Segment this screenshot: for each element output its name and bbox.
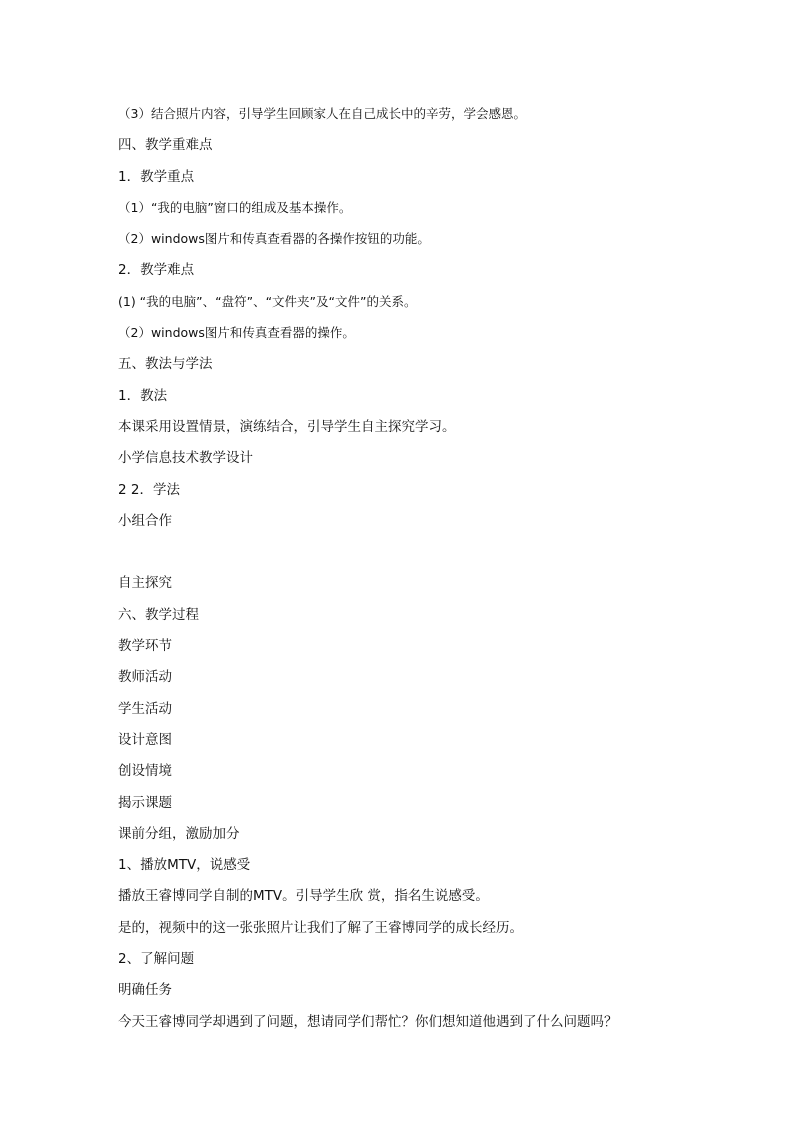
key-point-1-line: （1）“我的电脑”窗口的组成及基本操作。 <box>118 199 352 215</box>
column-student-activity: 学生活动 <box>118 700 172 717</box>
objective-3-line: （3）结合照片内容，引导学生回顾家人在自己成长中的辛劳，学会感恩。 <box>118 106 526 121</box>
document-body <box>118 100 678 1039</box>
key-points-heading: 1．教学重点 <box>118 168 195 185</box>
section-6-heading: 六、教学过程 <box>118 606 199 623</box>
key-point-2-line: （2）windows图片和传真查看器的各操作按钮的功能。 <box>118 231 430 247</box>
step-1-text-b: 是的，视频中的这一张张照片让我们了解了王睿博同学的成长经历。 <box>118 919 523 936</box>
difficult-point-2-line: （2）windows图片和传真查看器的操作。 <box>118 325 355 341</box>
step-2-subheading: 明确任务 <box>118 982 172 999</box>
learning-method-item-2: 自主探究 <box>118 575 172 592</box>
step-1-heading: 1、播放MTV，说感受 <box>118 857 251 874</box>
running-title: 小学信息技术教学设计 <box>118 450 253 467</box>
step-1-text-a: 播放王睿博同学自制的MTV。引导学生欣 赏，指名生说感受。 <box>118 888 489 905</box>
phase-create-situation: 创设情境 <box>118 763 172 780</box>
step-2-text: 今天王睿博同学却遇到了问题，想请同学们帮忙？你们想知道他遇到了什么问题吗？ <box>118 1013 618 1030</box>
teaching-method-text: 本课采用设置情景，演练结合，引导学生自主探究学习。 <box>118 418 456 435</box>
learning-method-heading: 2 2．学法 <box>118 481 180 498</box>
section-5-heading: 五、教法与学法 <box>118 356 213 373</box>
learning-method-item-1: 小组合作 <box>118 512 172 529</box>
difficult-point-1-line: (1) “我的电脑”、“盘符”、“文件夹”及“文件”的关系。 <box>118 293 417 309</box>
difficult-points-heading: 2．教学难点 <box>118 262 195 279</box>
section-4-heading: 四、教学重难点 <box>118 137 213 154</box>
blank-line <box>118 538 678 569</box>
phase-reveal-topic: 揭示课题 <box>118 794 172 811</box>
step-2-heading: 2、了解问题 <box>118 951 195 968</box>
column-design-intent: 设计意图 <box>118 731 172 748</box>
column-teacher-activity: 教师活动 <box>118 669 172 686</box>
column-teaching-phase: 教学环节 <box>118 638 172 655</box>
teaching-method-heading: 1．教法 <box>118 387 168 404</box>
pre-class-grouping: 课前分组，激励加分 <box>118 825 240 842</box>
